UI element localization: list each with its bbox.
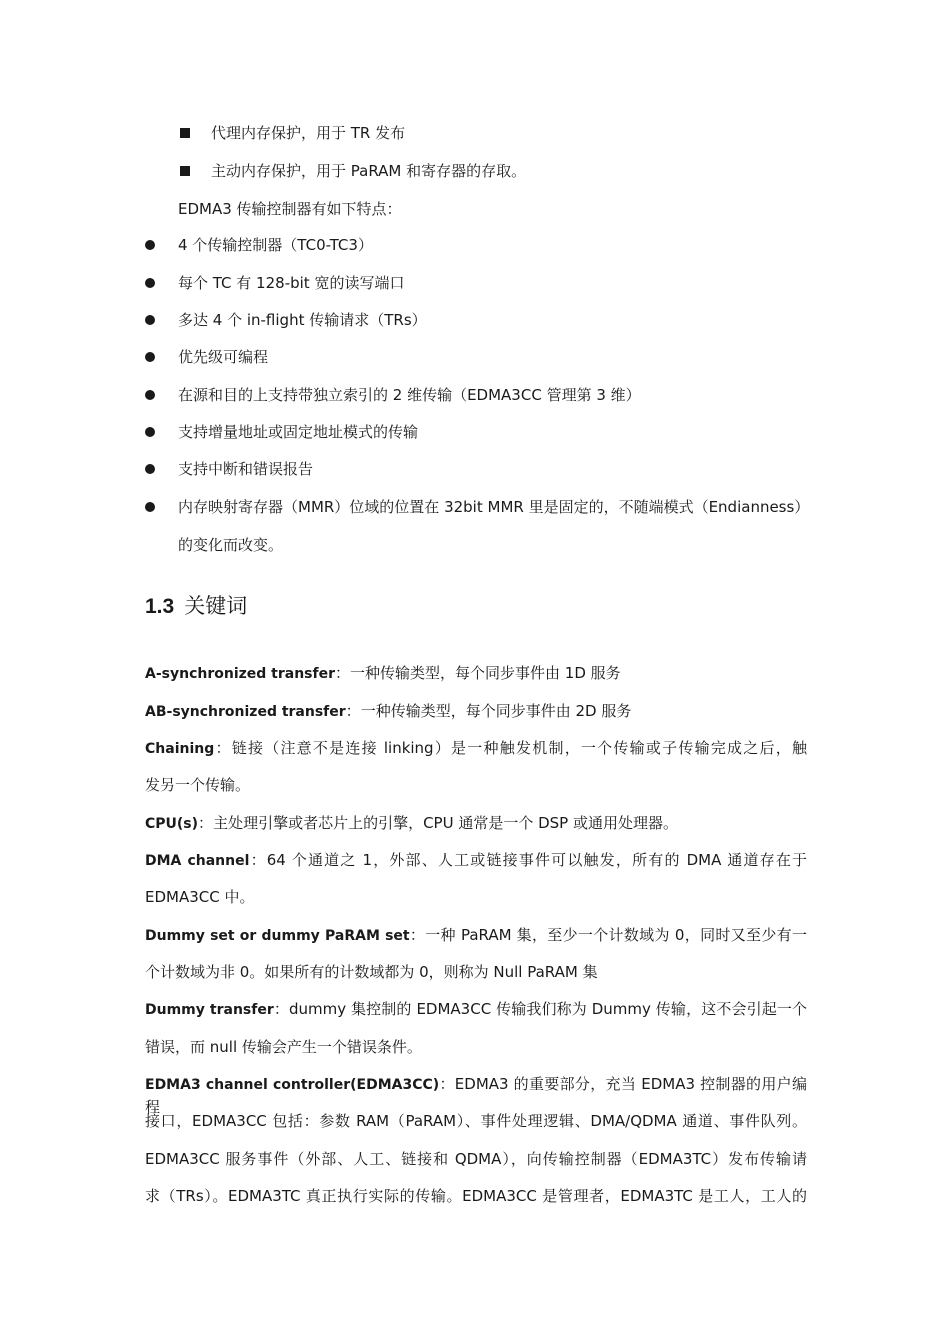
glossary-separator: ： — [249, 851, 267, 869]
tc-feature-item: 多达 4 个 in-flight 传输请求（TRs） — [178, 311, 427, 329]
square-bullet-icon — [180, 128, 190, 138]
section-number: 1.3 — [145, 595, 175, 618]
section-title: 关键词 — [184, 594, 248, 618]
glossary-definition: 一种传输类型，每个同步事件由 1D 服务 — [350, 664, 621, 682]
tc-feature-item: 支持增量地址或固定地址模式的传输 — [178, 423, 419, 441]
round-bullet-icon — [145, 278, 155, 288]
glossary-definition: 64 个通道之 1，外部、人工或链接事件可以触发，所有的 DMA 通道存在于 — [266, 851, 807, 869]
glossary-definition-continuation: 错误，而 null 传输会产生一个错误条件。 — [145, 1038, 422, 1056]
glossary-definition-continuation: 接口，EDMA3CC 包括：参数 RAM（PaRAM）、事件处理逻辑、DMA/QDMA 通道、事件队列。 — [145, 1112, 807, 1130]
tc-feature-item: 支持中断和错误报告 — [178, 460, 314, 478]
glossary-term: CPU(s) — [145, 816, 199, 832]
glossary-definition-continuation: EDMA3CC 服务事件（外部、人工、链接和 QDMA），向传输控制器（EDMA3TC）发布传输请 — [145, 1150, 807, 1168]
glossary-definition: EDMA3 的重要部分，充当 EDMA3 控制器的用户编程 — [145, 1075, 808, 1116]
section-heading — [145, 592, 247, 621]
tc-feature-item: 内存映射寄存器（MMR）位域的位置在 32bit MMR 里是固定的，不随端模式（Endianness） — [178, 498, 810, 516]
tc-feature-item: 优先级可编程 — [178, 348, 269, 366]
protection-item: 主动内存保护，用于 PaRAM 和寄存器的存取。 — [211, 162, 527, 180]
glossary-term: AB-synchronized transfer — [145, 704, 346, 720]
glossary-separator: ： — [345, 702, 361, 720]
round-bullet-icon — [145, 427, 155, 437]
glossary-separator: ： — [335, 664, 351, 682]
glossary-term: Chaining — [145, 741, 215, 757]
glossary-entry — [145, 812, 678, 835]
round-bullet-icon — [145, 464, 155, 474]
glossary-definition-continuation: 发另一个传输。 — [145, 776, 251, 794]
glossary-term: EDMA3 channel controller(EDMA3CC) — [145, 1077, 440, 1093]
tc-feature-item: 4 个传输控制器（TC0-TC3） — [178, 236, 373, 254]
tc-feature-continuation: 的变化而改变。 — [178, 536, 284, 554]
glossary-term: DMA channel — [145, 853, 250, 869]
glossary-definition: dummy 集控制的 EDMA3CC 传输我们称为 Dummy 传输，这不会引起一个 — [289, 1000, 807, 1018]
tc-feature-item: 在源和目的上支持带独立索引的 2 维传输（EDMA3CC 管理第 3 维） — [178, 386, 641, 404]
glossary-term: Dummy transfer — [145, 1002, 274, 1018]
round-bullet-icon — [145, 502, 155, 512]
glossary-definition: 主处理引擎或者芯片上的引擎，CPU 通常是一个 DSP 或通用处理器。 — [213, 814, 678, 832]
glossary-separator: ： — [273, 1000, 289, 1018]
glossary-separator: ： — [214, 739, 232, 757]
glossary-separator: ： — [409, 926, 426, 944]
glossary-term: A-synchronized transfer — [145, 666, 335, 682]
square-bullet-icon — [180, 166, 190, 176]
glossary-definition-continuation: 求（TRs）。EDMA3TC 真正执行实际的传输。EDMA3CC 是管理者，EDMA3TC 是工人，工人的 — [145, 1187, 807, 1205]
round-bullet-icon — [145, 352, 155, 362]
round-bullet-icon — [145, 240, 155, 250]
glossary-entry — [145, 700, 631, 723]
round-bullet-icon — [145, 390, 155, 400]
round-bullet-icon — [145, 315, 155, 325]
glossary-definition: 一种传输类型，每个同步事件由 2D 服务 — [360, 702, 632, 720]
glossary-entry — [145, 849, 807, 872]
glossary-entry — [145, 924, 807, 947]
glossary-entry — [145, 662, 621, 685]
glossary-separator: ： — [439, 1075, 455, 1093]
tc-intro-text: EDMA3 传输控制器有如下特点： — [178, 200, 402, 218]
glossary-separator: ： — [198, 814, 214, 832]
glossary-definition-continuation: EDMA3CC 中。 — [145, 888, 255, 906]
glossary-definition-continuation: 个计数域为非 0。如果所有的计数域都为 0，则称为 Null PaRAM 集 — [145, 963, 598, 981]
glossary-entry — [145, 998, 807, 1021]
tc-feature-item: 每个 TC 有 128-bit 宽的读写端口 — [178, 274, 405, 292]
glossary-term: Dummy set or dummy PaRAM set — [145, 928, 410, 944]
glossary-definition: 链接（注意不是连接 linking）是一种触发机制，一个传输或子传输完成之后，触 — [231, 739, 807, 757]
glossary-definition: 一种 PaRAM 集，至少一个计数域为 0，同时又至少有一 — [425, 926, 807, 944]
glossary-entry — [145, 737, 807, 760]
protection-item: 代理内存保护，用于 TR 发布 — [211, 124, 406, 142]
